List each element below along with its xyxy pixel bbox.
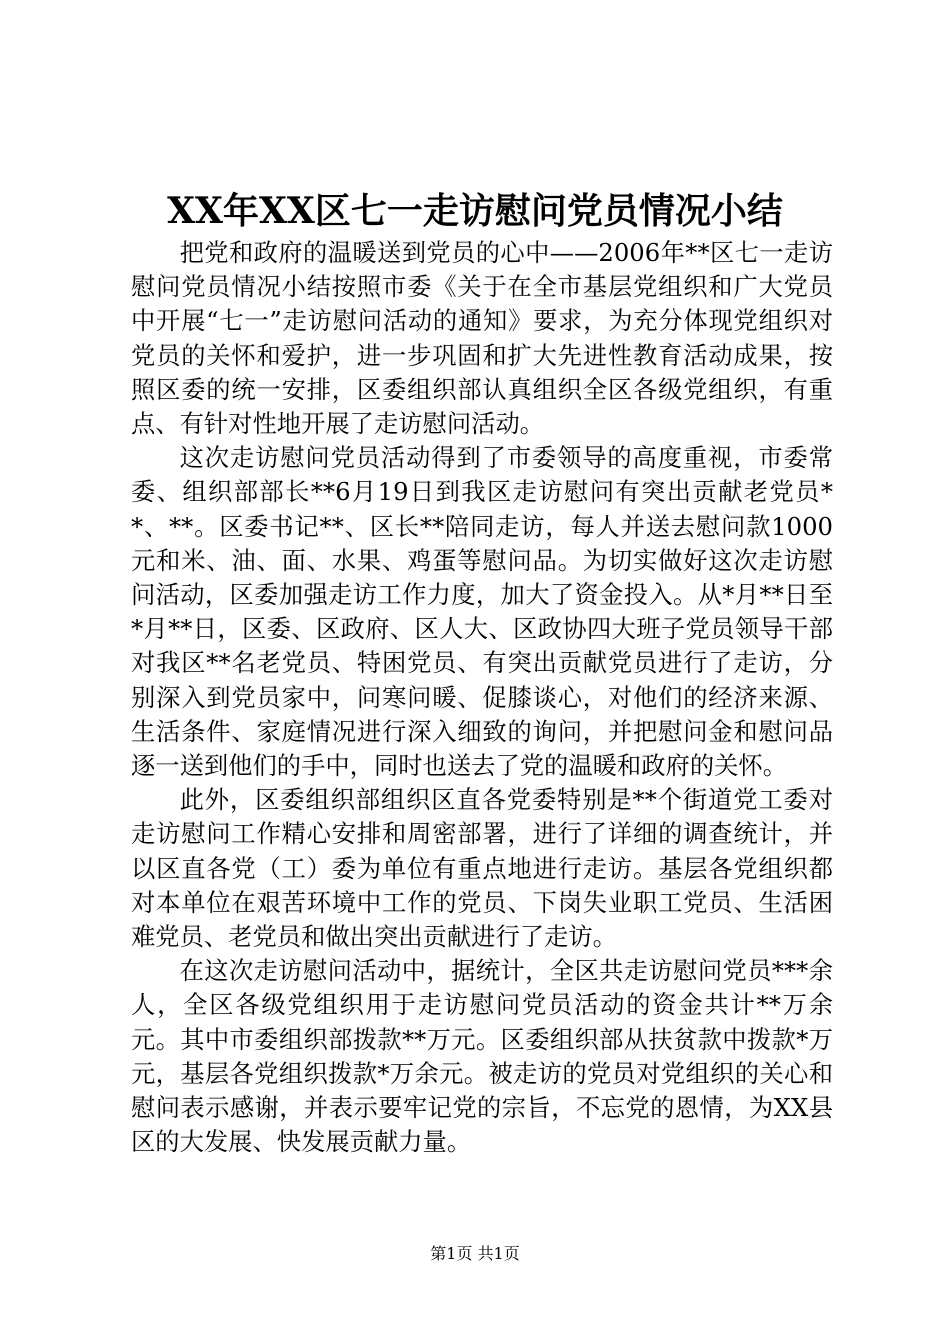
document-body	[131, 236, 833, 1159]
paragraph-3: 此外，区委组织部组织区直各党委特别是**个街道党工委对走访慰问工作精心安排和周密部署，进行了详细的调查统计，并以区直各党（工）委为单位有重点地进行走访。基层各党组织都对本单位在艰苦环境中工作的党员、下岗失业职工党员、生活困难党员、老党员和做出突出贡献进行了走访。	[131, 785, 833, 952]
paragraph-2: 这次走访慰问党员活动得到了市委领导的高度重视，市委常委、组织部部长**6月19日到我区走访慰问有突出贡献老党员**、**。区委书记**、区长**陪同走访，每人并送去慰问款1000元和米、油、面、水果、鸡蛋等慰问品。为切实做好这次走访慰问活动，区委加强走访工作力度，加大了资金投入。从*月**日至*月**日，区委、区政府、区人大、区政协四大班子党员领导干部对我区**名老党员、特困党员、有突出贡献党员进行了走访，分别深入到党员家中，问寒问暖、促膝谈心，对他们的经济来源、生活条件、家庭情况进行深入细致的询问，并把慰问金和慰问品逐一送到他们的手中，同时也送去了党的温暖和政府的关怀。	[131, 443, 833, 781]
paragraph-1: 把党和政府的温暖送到党员的心中——2006年**区七一走访慰问党员情况小结按照市委《关于在全市基层党组织和广大党员中开展“七一”走访慰问活动的通知》要求，为充分体现党组织对党员的关怀和爱护，进一步巩固和扩大先进性教育活动成果，按照区委的统一安排，区委组织部认真组织全区各级党组织，有重点、有针对性地开展了走访慰问活动。	[131, 238, 833, 439]
paragraph-4: 在这次走访慰问活动中，据统计，全区共走访慰问党员***余人，全区各级党组织用于走访慰问党员活动的资金共计**万余元。其中市委组织部拨款**万元。区委组织部从扶贫款中拨款*万元，基层各党组织拨款*万余元。被走访的党员对党组织的关心和慰问表示感谢，并表示要牢记党的宗旨，不忘党的恩情，为XX县区的大发展、快发展贡献力量。	[131, 956, 833, 1157]
page-footer: 第1页 共1页	[430, 1244, 520, 1263]
document-title: XX年XX区七一走访慰问党员情况小结	[167, 190, 783, 232]
